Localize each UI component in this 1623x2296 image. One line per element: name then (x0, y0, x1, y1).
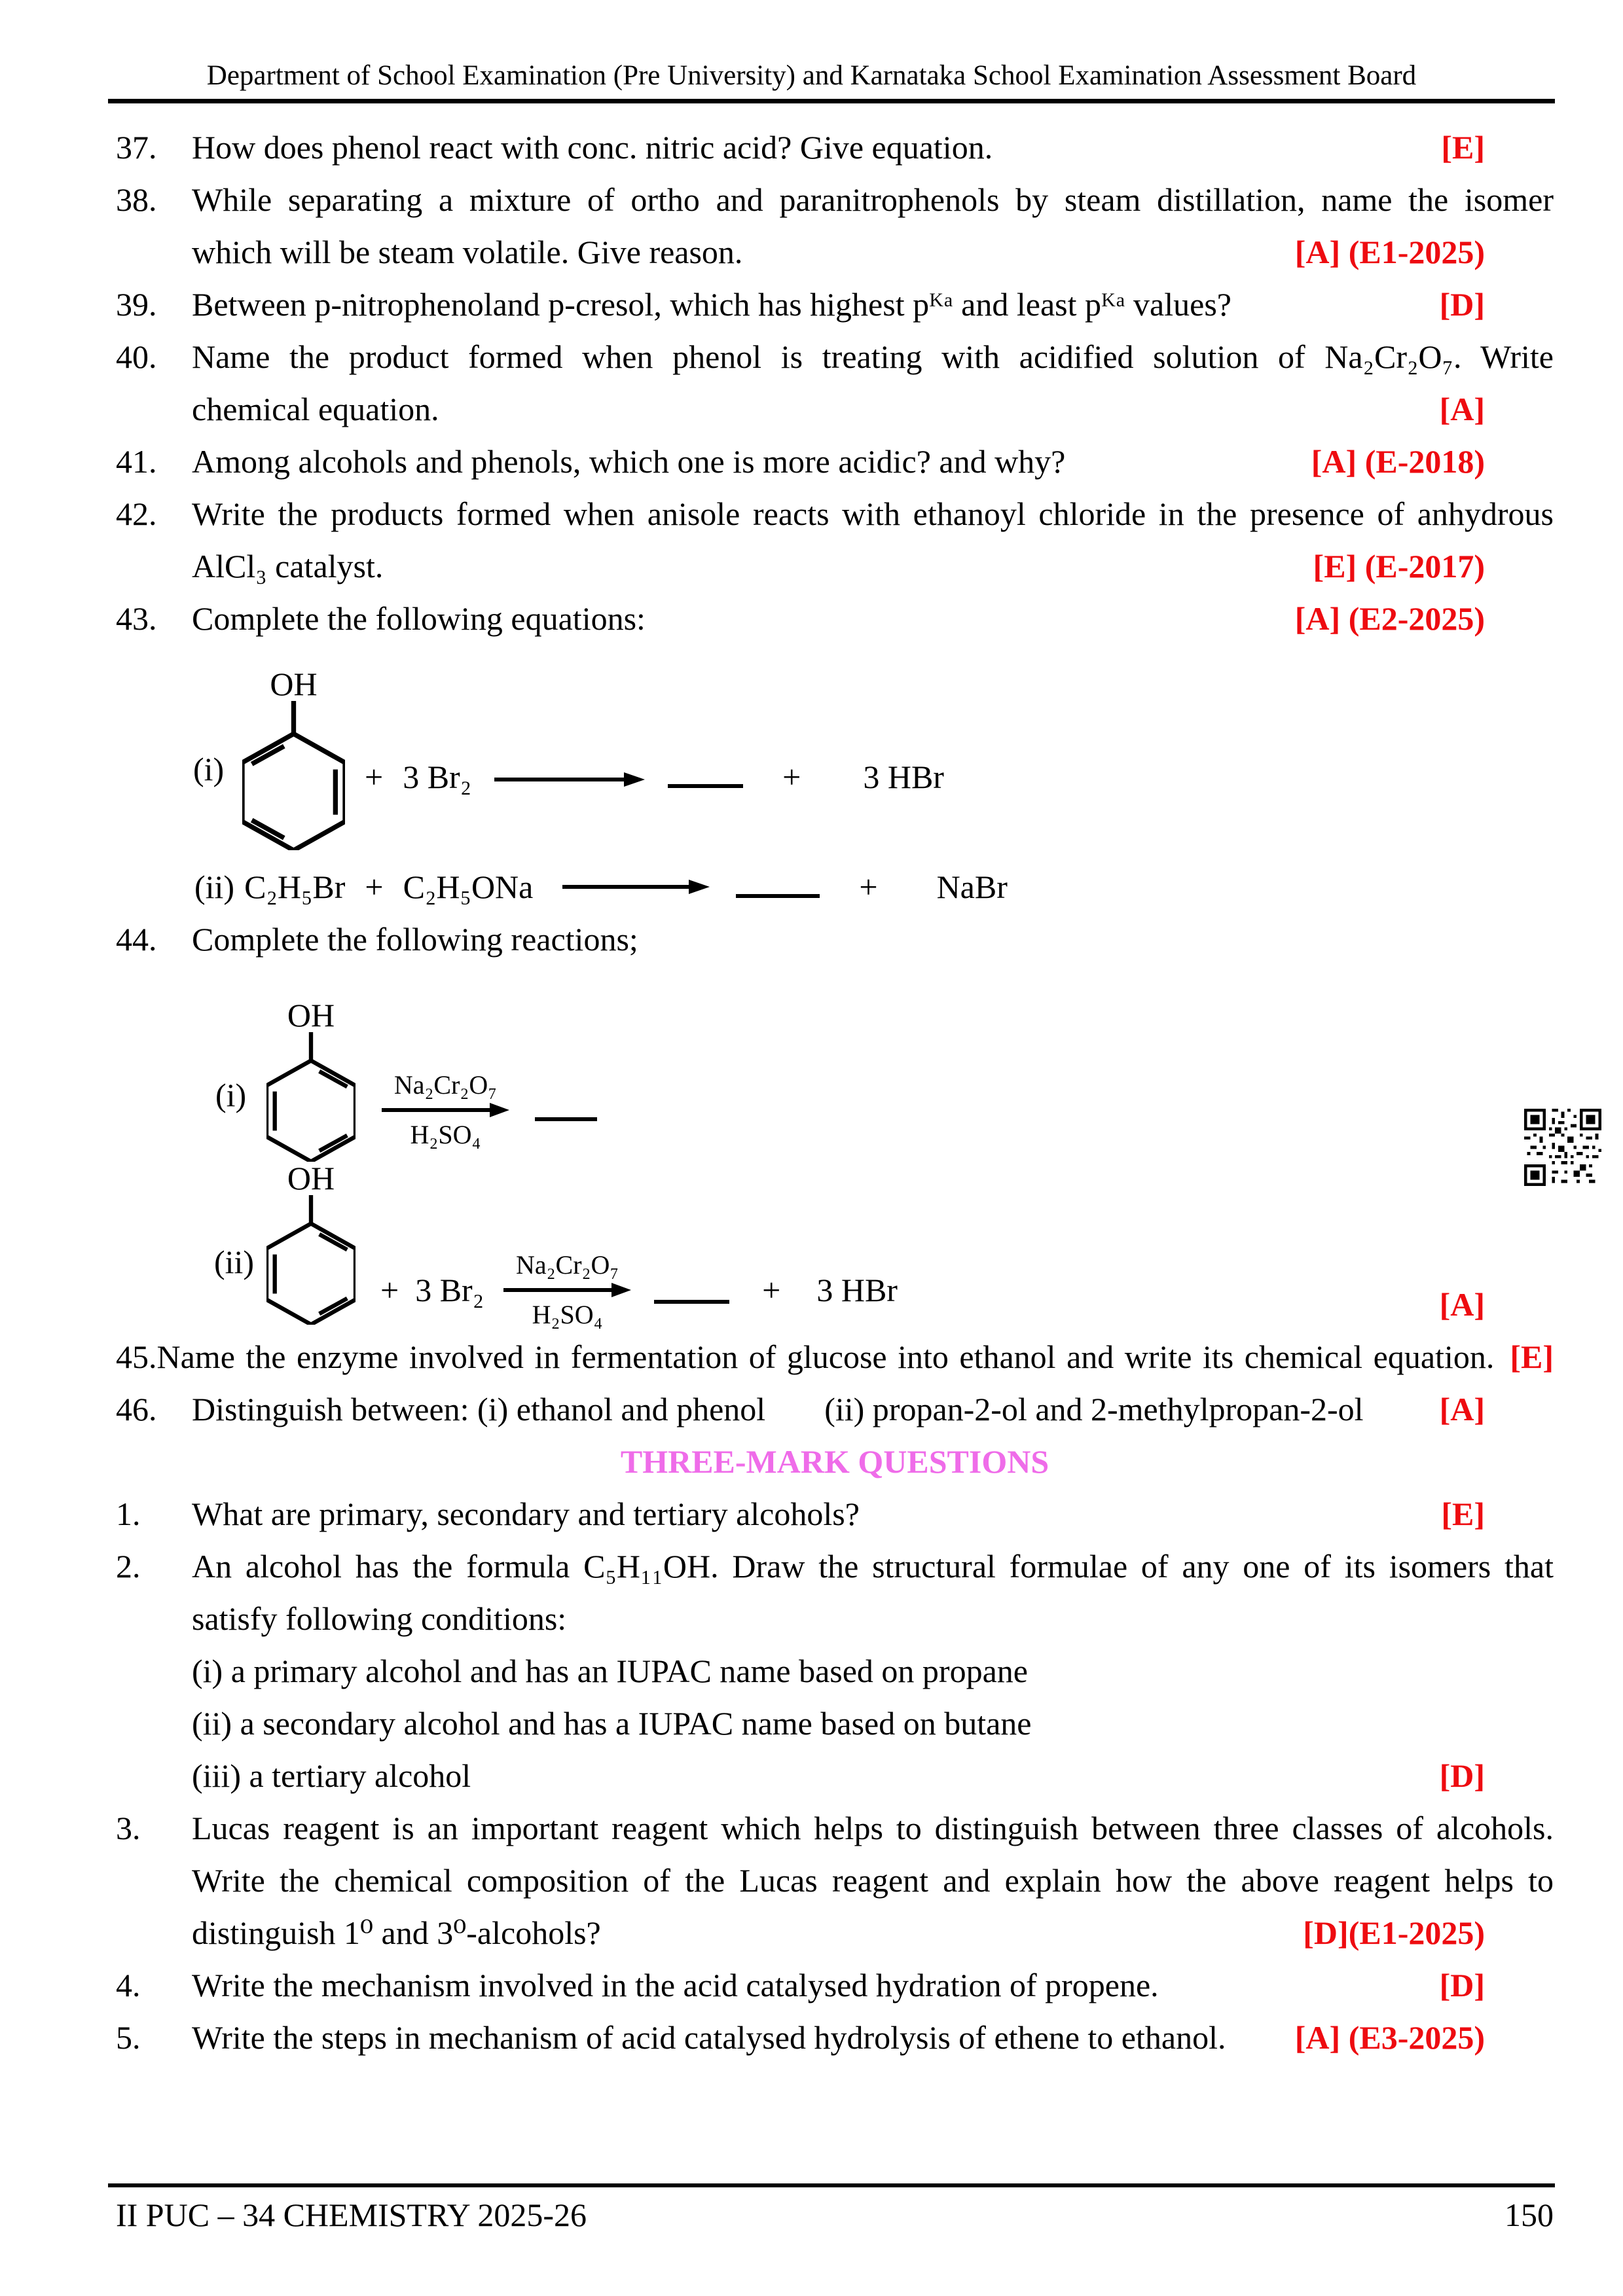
plus-sign: + (782, 759, 801, 795)
question-number: 39. (116, 286, 157, 323)
phenol-structure (266, 998, 356, 1162)
question-text: Write the mechanism involved in the acid catalysed hydration of propene. (192, 1967, 1159, 2003)
plus-sign: + (365, 869, 384, 905)
footer-rule (108, 2183, 1555, 2187)
question-44 (116, 913, 1554, 965)
question-38-line-1 (116, 173, 1554, 226)
footer-document-title: II PUC – 34 CHEMISTRY 2025-26 (116, 2197, 587, 2233)
question-42-line-1 (116, 488, 1554, 540)
question-text: satisfy following conditions: (192, 1600, 567, 1637)
question-number: 43. (116, 600, 157, 637)
question-number: 42. (116, 495, 157, 532)
question-37 (116, 121, 1554, 173)
question-40-line-2 (116, 383, 1554, 435)
question-number: 3. (116, 1810, 141, 1846)
question-number: 37. (116, 129, 157, 166)
question-text: (ii) a secondary alcohol and has a IUPAC name based on butane (192, 1705, 1032, 1742)
three-mark-question-2-condition-i (116, 1645, 1554, 1697)
question-number: 4. (116, 1967, 141, 2003)
three-mark-question-5 (116, 2011, 1554, 2064)
question-number: 40. (116, 338, 157, 375)
three-mark-question-3-line-1 (116, 1802, 1554, 1854)
mark-badge: [A] (1439, 391, 1485, 427)
question-40-line-1 (116, 331, 1554, 383)
equation-row (365, 757, 944, 797)
reactant: C₂H₅Br (244, 869, 346, 905)
question-41 (116, 435, 1554, 488)
hydroxyl-label: OH (287, 997, 335, 1033)
question-number: 46. (116, 1391, 157, 1427)
reaction-label: (i) (193, 751, 225, 787)
reagent-above-arrow: Na₂Cr₂O₇ (515, 1250, 619, 1280)
answer-blank (668, 784, 743, 788)
question-number: 1. (116, 1496, 141, 1532)
page-number: 150 (1504, 2197, 1554, 2233)
mark-badge: [D](E1-2025) (1303, 1914, 1485, 1951)
question-text: An alcohol has the formula C₅H₁₁OH. Draw the structural formulae of any one of its isomers that (192, 1548, 1554, 1585)
mark-badge: [A] (E1-2025) (1294, 234, 1485, 270)
question-number: 2. (116, 1548, 141, 1585)
reagent-above-arrow: Na₂Cr₂O₇ (393, 1070, 498, 1100)
question-number: 38. (116, 181, 157, 218)
phenol-structure (266, 1161, 356, 1325)
three-mark-question-1 (116, 1488, 1554, 1540)
question-text: 45.Name the enzyme involved in fermentation of glucose into ethanol and write its chemical equation. (116, 1338, 1495, 1375)
hydroxyl-label: OH (287, 1160, 335, 1196)
question-text: How does phenol react with conc. nitric acid? Give equation. (192, 129, 993, 166)
question-number: 5. (116, 2019, 141, 2056)
reaction-44-ii (116, 1158, 1554, 1329)
mark-badge: [A] (E-2018) (1311, 443, 1485, 480)
question-text: While separating a mixture of ortho and paranitrophenols by steam distillation, name the isomer (192, 181, 1554, 218)
question-text: Write the steps in mechanism of acid catalysed hydrolysis of ethene to ethanol. (192, 2019, 1226, 2056)
reaction-label: (ii) (194, 869, 235, 905)
reactant: C₂H₅ONa (403, 869, 534, 905)
question-38-line-2 (116, 226, 1554, 278)
three-mark-question-2-line-1 (116, 1540, 1554, 1592)
mark-badge: [D] (1439, 1757, 1485, 1794)
header-rule (108, 99, 1555, 103)
question-45 (116, 1331, 1554, 1383)
reaction-arrow-icon (494, 771, 645, 788)
question-text: Complete the following reactions; (192, 921, 638, 958)
product: NaBr (936, 869, 1008, 905)
benzene-ring-icon (266, 1032, 356, 1162)
question-43 (116, 592, 1554, 645)
mark-badge: [E] (1510, 1338, 1554, 1375)
question-text: Write the products formed when anisole reacts with ethanoyl chloride in the presence of anhydrous (192, 495, 1554, 532)
mark-badge: [A] (1439, 1391, 1485, 1427)
mark-badge: [A] (E2-2025) (1294, 600, 1485, 637)
question-text: What are primary, secondary and tertiary alcohols? (192, 1496, 860, 1532)
reaction-arrow-icon (382, 1102, 509, 1119)
plus-sign: + (762, 1272, 781, 1308)
question-text: Write the chemical composition of the Lucas reagent and explain how the above reagent helps to (192, 1862, 1554, 1899)
section-heading: THREE-MARK QUESTIONS (620, 1443, 1049, 1480)
reaction-label: (ii) (214, 1244, 255, 1280)
qr-code (1524, 1109, 1601, 1186)
phenol-structure (242, 667, 345, 850)
equation-row (380, 1247, 898, 1333)
benzene-ring-icon (266, 1195, 356, 1325)
benzene-ring-icon (242, 701, 345, 850)
mark-badge: [A] (1439, 1286, 1485, 1323)
question-42-line-2 (116, 540, 1554, 592)
page-footer (116, 2194, 1554, 2236)
mark-badge: [D] (1439, 1967, 1485, 2003)
three-mark-question-2-condition-iii (116, 1749, 1554, 1802)
question-text: Name the product formed when phenol is treating with acidified solution of Na₂Cr₂O₇. Write (192, 338, 1554, 375)
three-mark-question-2-condition-ii (116, 1697, 1554, 1749)
question-text: Between p-nitrophenoland p-cresol, which has highest pᴷᵃ and least pᴷᵃ values? (192, 286, 1231, 323)
plus-sign: + (365, 759, 384, 795)
reaction-arrow-icon (503, 1282, 631, 1299)
reaction-label: (i) (215, 1077, 247, 1113)
question-text: distinguish 1⁰ and 3⁰-alcohols? (192, 1914, 601, 1951)
plus-sign: + (380, 1272, 399, 1308)
question-number: 44. (116, 921, 157, 958)
question-text: (i) a primary alcohol and has an IUPAC name based on propane (192, 1653, 1028, 1689)
answer-blank (535, 1117, 597, 1121)
question-39 (116, 278, 1554, 331)
three-mark-question-3-line-3 (116, 1907, 1554, 1959)
question-text: Complete the following equations: (192, 600, 646, 637)
reagent: 3 Br₂ (403, 759, 472, 795)
product: 3 HBr (816, 1272, 898, 1308)
question-46 (116, 1383, 1554, 1435)
reagent-below-arrow: H₂SO₄ (410, 1120, 481, 1149)
labeled-arrow (382, 1070, 509, 1150)
reagent: 3 Br₂ (415, 1272, 484, 1308)
mark-badge: [E] (1441, 129, 1485, 166)
mark-badge: [A] (E3-2025) (1294, 2019, 1485, 2056)
three-mark-question-3-line-2 (116, 1854, 1554, 1907)
question-list (116, 121, 1554, 2064)
page-header: Department of School Examination (Pre University) and Karnataka School Examination Assessment Board (206, 60, 1417, 91)
reaction-arrow-icon (562, 878, 710, 895)
question-text: which will be steam volatile. Give reason. (192, 234, 743, 270)
question-text: chemical equation. (192, 391, 439, 427)
question-text: (iii) a tertiary alcohol (192, 1757, 471, 1794)
reagent-below-arrow: H₂SO₄ (532, 1300, 603, 1329)
question-text: Among alcohols and phenols, which one is more acidic? and why? (192, 443, 1066, 480)
mark-badge: [D] (1439, 286, 1485, 323)
mark-badge: [E] (E-2017) (1313, 548, 1485, 584)
plus-sign: + (859, 869, 878, 905)
reaction-43-i (116, 645, 1554, 861)
section-heading-row (116, 1435, 1554, 1488)
question-text: AlCl₃ catalyst. (192, 548, 384, 584)
three-mark-question-2-line-2 (116, 1592, 1554, 1645)
question-number: 41. (116, 443, 157, 480)
labeled-arrow (503, 1250, 631, 1330)
reaction-44-i (116, 965, 1554, 1158)
answer-blank (654, 1300, 729, 1304)
reaction-43-ii (116, 861, 1554, 913)
mark-badge: [E] (1441, 1496, 1485, 1532)
hydroxyl-label: OH (270, 666, 318, 702)
answer-blank (736, 891, 820, 898)
three-mark-question-4 (116, 1959, 1554, 2011)
question-text: (ii) propan-2-ol and 2-methylpropan-2-ol (824, 1391, 1364, 1427)
question-text: Distinguish between: (i) ethanol and phenol (192, 1391, 766, 1427)
question-text: Lucas reagent is an important reagent which helps to distinguish between three classes of alcohols. (192, 1810, 1554, 1846)
product: 3 HBr (863, 759, 944, 795)
